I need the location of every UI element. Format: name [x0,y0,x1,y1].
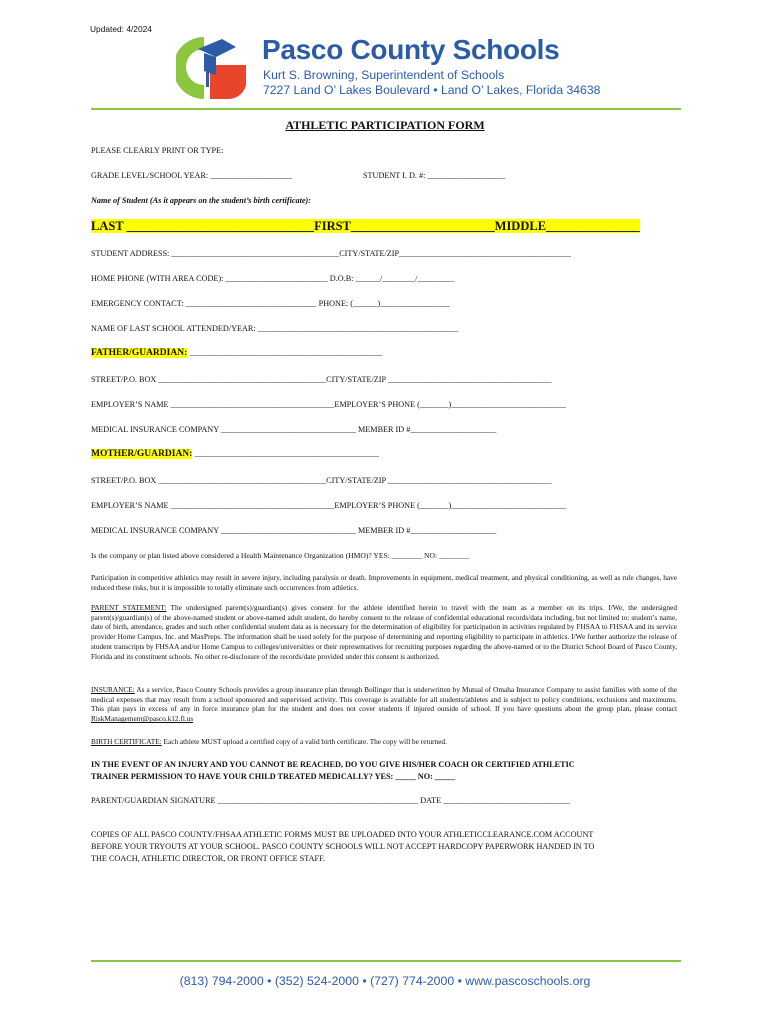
first-name-field[interactable]: FIRST_______________________ [314,219,495,233]
header-divider [91,108,681,110]
mother-street-field[interactable]: STREET/P.O. BOX _________________________________________CITY/STATE/ZIP ________________________________________ [91,476,552,485]
home-phone-field[interactable]: HOME PHONE (WITH AREA CODE): _________________________ D.O.B: ______/________/_________ [91,274,455,283]
org-name: Pasco County Schools [262,34,560,65]
insurance-label: INSURANCE: [91,685,135,694]
copies-notice-line3: THE COACH, ATHLETIC DIRECTOR, OR FRONT OFFICE STAFF. [91,854,326,863]
father-row [91,348,382,358]
form-title: ATHLETIC PARTICIPATION FORM [285,118,485,132]
injury-question-line1: IN THE EVENT OF AN INJURY AND YOU CANNOT BE REACHED, DO YOU GIVE HIS/HER COACH OR CERTIFIED ATHLETIC [91,760,575,769]
copies-notice-line2: BEFORE YOUR TRYOUTS AT YOUR SCHOOL. PASCO COUNTY SCHOOLS WILL NOT ACCEPT HARDCOPY PAPERWORK HANDED IN TO [91,842,595,851]
birth-certificate-label: BIRTH CERTIFICATE: [91,737,162,746]
risk-management-email-link[interactable]: RiskManagement@pasco.k12.fl.us [91,714,194,724]
last-name-field[interactable]: LAST ______________________________ [91,219,315,233]
logo-blue-post [206,69,209,87]
insurance-text: As a service, Pasco County Schools provides a group insurance plan through Bollinger that is underwritten by Mutual of Omaha Insurance Company to assist families with some of the medical expenses that may result from a school sponsored and supervised activity. This coverage is available for all students/athletes and is subject to policy conditions, exclusions and maximums. This plan pays in excess of any in force insurance plan for the student and does not cover students if injured outside of school. If you have questions about the group plan, please contact [91,685,677,714]
mother-insurance-field[interactable]: MEDICAL INSURANCE COMPANY _________________________________ MEMBER ID #_____________________ [91,526,497,535]
parent-statement-text: The undersigned parent(s)/guardian(s) gives consent for the athlete identified herein to travel with the team as a member on its trips. I/We, the undersigned parent(s)/guardian(s) of the above-named student or above-named adult student, do hereby consent to the release of confidential educational records/data including, but not limited to: student’s name, date of birth, attendance, grades and such other confidential student data as is necessary for the determination of eligibility for participation in activities regulated by FHSAA to FHSAA and its service provider Home Campus, Inc. and MaxPreps. The information shall be used solely for the purpose of determining and reporting eligibility to participate in athletics. I/We further authorize the release of student transcripts by FHSAA and/or Home Campus to colleges/universities or their representatives for recruiting purposes regarding the above-named or to the District School Board of Pasco County, Florida and its constituent schools. No other re-disclosure of the records/date provided under this consent is authorized. [91,603,677,661]
mother-name-field[interactable]: _____________________________________________ [194,449,379,458]
insurance-paragraph [91,685,677,724]
last-school-field[interactable]: NAME OF LAST SCHOOL ATTENDED/YEAR: _________________________________________________ [91,324,459,333]
signature-field[interactable]: PARENT/GUARDIAN SIGNATURE _________________________________________________ DATE _______________________________ [91,796,571,805]
birth-certificate-text: Each athlete MUST upload a certified copy of a valid birth certificate. The copy will be returned. [161,737,447,746]
mother-row [91,449,379,459]
mother-employer-field[interactable]: EMPLOYER’S NAME ________________________________________EMPLOYER’S PHONE (_______)____________________________ [91,501,566,510]
district-address: 7227 Land O’ Lakes Boulevard • Land O’ Lakes, Florida 34638 [263,83,601,97]
mother-label: MOTHER/GUARDIAN: [91,449,193,459]
logo-green-arc [176,37,204,99]
print-instruction: PLEASE CLEARLY PRINT OR TYPE: [91,146,224,155]
hmo-question[interactable]: Is the company or plan listed above considered a Health Maintenance Organization (HMO)? YES: ________ NO: ________ [91,551,470,560]
birth-certificate-paragraph [91,737,677,747]
middle-name-field[interactable]: MIDDLE_______________ [494,219,640,233]
father-name-field[interactable]: _______________________________________________ [189,348,383,357]
logo-blue-flag [204,53,216,75]
parent-statement-label: PARENT STATEMENT: [91,603,167,612]
risk-paragraph: Participation in competitive athletics may result in severe injury, including paralysis or death. Improvements in equipment, medical treatment, and physical conditioning, as well as rule changes, have reduced these risks, but it is impossible to totally eliminate such occurrences from athletics. [91,573,677,592]
father-label: FATHER/GUARDIAN: [91,348,188,358]
injury-question-line2[interactable]: TRAINER PERMISSION TO HAVE YOUR CHILD TREATED MEDICALLY? YES: _____ NO: _____ [91,772,456,781]
updated-date: Updated: 4/2024 [90,24,152,34]
pasco-logo-icon [176,35,248,101]
copies-notice-line1: COPIES OF ALL PASCO COUNTY/FHSAA ATHLETIC FORMS MUST BE UPLOADED INTO YOUR ATHLETICCLEARANCE.COM ACCOUNT [91,830,594,839]
superintendent: Kurt S. Browning, Superintendent of Schools [263,68,505,82]
grade-level-field[interactable]: GRADE LEVEL/SCHOOL YEAR: ____________________ [91,171,293,180]
parent-statement-paragraph [91,603,677,661]
footer-divider [91,960,681,962]
father-insurance-field[interactable]: MEDICAL INSURANCE COMPANY _________________________________ MEMBER ID #_____________________ [91,425,497,434]
father-employer-field[interactable]: EMPLOYER’S NAME ________________________________________EMPLOYER’S PHONE (_______)____________________________ [91,400,566,409]
name-note: Name of Student (As it appears on the student’s birth certificate): [91,196,312,205]
father-street-field[interactable]: STREET/P.O. BOX _________________________________________CITY/STATE/ZIP ________________________________________ [91,375,552,384]
footer-contact: (813) 794-2000 • (352) 524-2000 • (727) 774-2000 • www.pascoschools.org [179,974,591,988]
student-address-field[interactable]: STUDENT ADDRESS: _________________________________________CITY/STATE/ZIP__________________________________________ [91,249,571,258]
emergency-contact-field[interactable]: EMERGENCY CONTACT: ________________________________ PHONE: (______)_________________ [91,299,450,308]
name-row [91,219,640,234]
student-id-field[interactable]: STUDENT I. D. #: ___________________ [363,171,506,180]
